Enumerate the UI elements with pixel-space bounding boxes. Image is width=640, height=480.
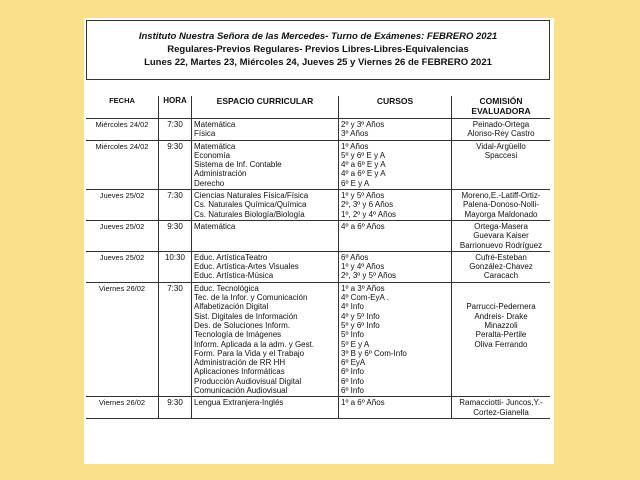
cell-fecha: Jueves 25/02 — [86, 251, 159, 282]
subject-line: Form. Para la Vida y el Trabajo — [194, 348, 305, 358]
subject-line: Cs. Naturales Química/Química — [194, 200, 307, 210]
committee-line: Minazzoli — [484, 320, 518, 330]
cell-comision — [452, 220, 551, 251]
cell-hora: 7:30 — [159, 282, 192, 397]
subject-line: Cs. Naturales Biología/Biología — [194, 209, 305, 219]
col-cursos: CURSOS — [339, 96, 452, 119]
cell-hora: 9:30 — [159, 220, 192, 251]
subject-line: Aplicaciones Informáticas — [194, 367, 285, 377]
subject-line: Economía — [194, 150, 231, 160]
subject-line: Derecho — [194, 178, 225, 188]
cell-comision — [452, 190, 551, 221]
subject-line: Sistema de Inf. Contable — [194, 160, 282, 170]
cell-cursos — [339, 220, 452, 251]
committee-line: Peinado-Ortega — [472, 120, 530, 129]
exam-schedule-sheet — [84, 18, 554, 464]
cell-espacio — [192, 190, 339, 221]
table-header-row — [86, 96, 550, 119]
course-line: 4º y 5º Info — [341, 311, 380, 321]
committee-line: Caracach — [483, 271, 519, 281]
cell-espacio — [192, 251, 339, 282]
table-row — [86, 190, 550, 221]
committee-line: Alonso-Rey Castro — [467, 129, 535, 139]
course-line: 6º EyA — [341, 358, 366, 368]
table-row — [86, 397, 550, 419]
table-row — [86, 220, 550, 251]
cell-comision — [452, 282, 551, 397]
subject-line: Des. de Soluciones Inform. — [194, 320, 291, 330]
committee-line: Cortez-Gianella — [473, 407, 529, 417]
course-line: 4º a 6º E y A — [341, 160, 386, 170]
course-line: 6º Años — [341, 252, 369, 262]
committee-line: Palena-Donoso-Nolli- — [462, 200, 540, 210]
course-line: 5º y 6º E y A — [341, 150, 386, 160]
cell-cursos — [339, 190, 452, 221]
committee-line: Ortega-Masera — [474, 221, 528, 231]
cell-hora: 7:30 — [159, 119, 192, 141]
subject-line: Alfabetización Digital — [194, 302, 269, 312]
table-row — [86, 119, 550, 141]
subject-line: Administración de RR HH — [194, 358, 286, 368]
course-line: 4º Info — [341, 302, 364, 312]
cell-hora: 10:30 — [159, 251, 192, 282]
exam-dates: Lunes 22, Martes 23, Miércoles 24, Jueves 25 y Viernes 26 de FEBRERO 2021 — [144, 57, 492, 68]
course-line: 1º Años — [341, 141, 369, 151]
schedule-table — [86, 96, 550, 419]
cell-comision — [452, 397, 551, 419]
subject-line: Matemática — [194, 120, 236, 129]
col-fecha: FECHA — [86, 96, 159, 119]
course-line: 4º a 6º E y A — [341, 169, 386, 179]
committee-line — [454, 284, 548, 293]
cell-fecha: Miércoles 24/02 — [86, 140, 159, 189]
schedule-body — [86, 119, 550, 419]
cell-hora: 9:30 — [159, 397, 192, 419]
course-line: 6º Info — [341, 386, 364, 396]
committee-line: Vidal-Argüello — [476, 141, 526, 151]
course-line: 1º y 5º Años — [341, 191, 385, 201]
committee-line: Moreno,E.-Latiff-Ortiz- — [461, 191, 541, 201]
table-row — [86, 251, 550, 282]
committee-line: Parrucci-Pedernera — [466, 302, 536, 312]
subject-line: Educ. Tecnológica — [194, 283, 259, 293]
col-comision: COMISIÓN EVALUADORA — [452, 96, 551, 119]
cell-cursos — [339, 251, 452, 282]
course-line: 1º a 6º Años — [341, 398, 385, 408]
cell-fecha: Jueves 25/02 — [86, 220, 159, 251]
cell-fecha: Viernes 26/02 — [86, 282, 159, 397]
cell-cursos — [339, 140, 452, 189]
subject-line: Lengua Extranjera-Inglés — [194, 398, 284, 408]
cell-espacio — [192, 119, 339, 141]
course-line: 2º, 3º y 6 Años — [341, 200, 394, 210]
subject-line: Matemática — [194, 141, 236, 151]
cell-comision — [452, 251, 551, 282]
subject-line: Educ. Artística-Artes Visuales — [194, 262, 299, 272]
cell-fecha: Jueves 25/02 — [86, 190, 159, 221]
subject-line: Tec. de la Infor. y Comunicación — [194, 293, 308, 303]
committee-line: Mayorga Maldonado — [464, 209, 538, 219]
institution-title: Instituto Nuestra Señora de las Mercedes- Turno de Exámenes: FEBRERO 2021 — [138, 31, 498, 42]
committee-line: Cufré-Esteban — [475, 252, 527, 262]
cell-cursos — [339, 397, 452, 419]
table-row — [86, 282, 550, 397]
subject-line: Educ. Artística-Música — [194, 271, 274, 281]
subject-line: Administración — [194, 169, 247, 179]
committee-line: Barrionuevo Rodríguez — [459, 240, 543, 250]
course-line: 1º, 2º y 4º Años — [341, 209, 397, 219]
course-line: 1º a 3º Años — [341, 283, 385, 293]
committee-line: Ramacciotti- Juncos,Y.- — [459, 398, 543, 408]
course-line: 1º y 4º Años — [341, 262, 385, 272]
course-line: 5º y 6º Info — [341, 320, 380, 330]
cell-hora: 9:30 — [159, 140, 192, 189]
cell-cursos — [339, 282, 452, 397]
cell-espacio — [192, 282, 339, 397]
course-line: 6º Info — [341, 376, 364, 386]
cell-espacio — [192, 140, 339, 189]
cell-comision — [452, 140, 551, 189]
committee-line — [454, 293, 548, 302]
course-line: 4º a 6º Años — [341, 221, 385, 231]
col-hora: HORA — [159, 96, 192, 119]
cell-fecha: Miércoles 24/02 — [86, 119, 159, 141]
cell-fecha: Viernes 26/02 — [86, 397, 159, 419]
course-line: 4º Com-EyA . — [341, 293, 389, 303]
cell-espacio — [192, 220, 339, 251]
subject-line: Tecnología de Imágenes — [194, 330, 282, 340]
cell-hora: 7:30 — [159, 190, 192, 221]
header-box — [86, 20, 550, 80]
cell-cursos — [339, 119, 452, 141]
table-row — [86, 140, 550, 189]
subject-line: Matemática — [194, 221, 236, 231]
course-line: 2º y 3º Años — [341, 120, 385, 129]
course-line: 5º Info — [341, 330, 364, 340]
committee-line: Oliva Ferrando — [474, 339, 528, 349]
subject-line: Educ. ArtísticaTeatro — [194, 252, 268, 262]
subject-line: Ciencias Naturales Física/Física — [194, 191, 309, 201]
cell-espacio — [192, 397, 339, 419]
committee-line: Peralta-Pertile — [475, 330, 527, 340]
subject-line: Física — [194, 129, 216, 139]
cell-comision — [452, 119, 551, 141]
course-line: 3º Años — [341, 129, 369, 139]
course-line: 3º B y 6º Com-Info — [341, 348, 407, 358]
committee-line: González-Chavez — [469, 262, 533, 272]
subject-line: Producción Audiovisual Digital — [194, 376, 302, 386]
subject-line: Sist. Digitales de Información — [194, 311, 298, 321]
committee-line: Spaccesi — [484, 150, 518, 160]
exam-types: Regulares-Previos Regulares- Previos Libres-Libres-Equivalencias — [167, 44, 469, 55]
course-line: 5º E y A — [341, 339, 370, 349]
course-line: 6º Info — [341, 367, 364, 377]
col-espacio: ESPACIO CURRICULAR — [192, 96, 339, 119]
course-line: 6º E y A — [341, 178, 370, 188]
committee-line: Guevara Kaiser — [473, 231, 529, 241]
committee-line: Andreis- Drake — [474, 311, 528, 321]
subject-line: Comunicación Audiovisual — [194, 386, 288, 396]
course-line: 2º, 3º y 5º Años — [341, 271, 397, 281]
subject-line: Inform. Aplicada a la adm. y Gest. — [194, 339, 315, 349]
